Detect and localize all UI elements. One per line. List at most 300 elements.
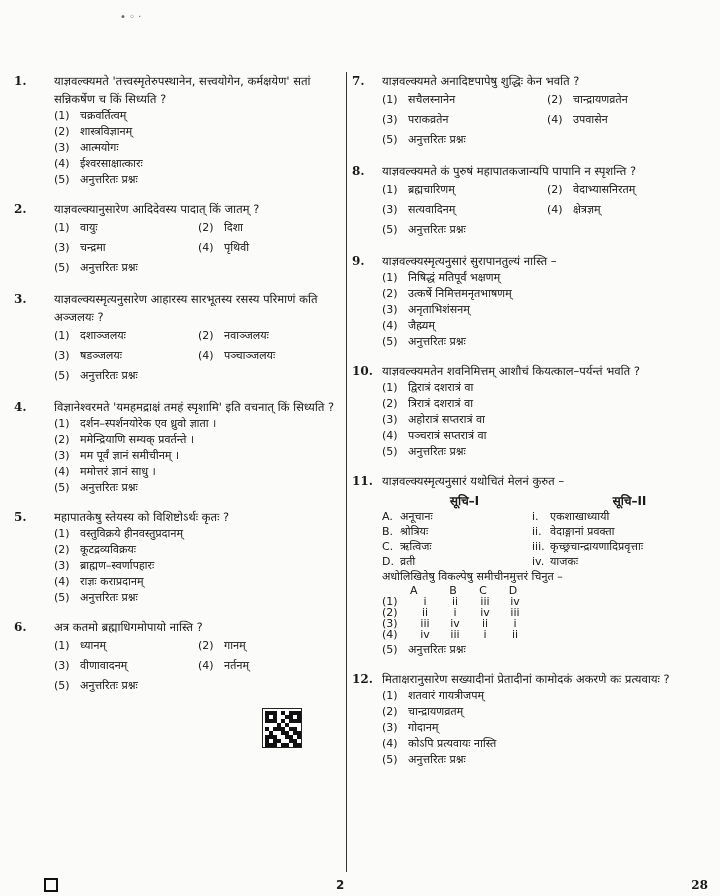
option-number: (4) — [54, 575, 70, 588]
option-item — [54, 416, 342, 432]
option-number: (2) — [54, 433, 70, 446]
option-item — [382, 270, 712, 286]
answer-grid-row — [382, 607, 712, 618]
option-row — [382, 220, 712, 240]
option-text: पृथिवी — [224, 241, 250, 254]
question-block — [14, 398, 342, 496]
option-number: (5) — [382, 643, 398, 656]
question-block — [14, 200, 342, 278]
question-text: याज्ञवल्क्यमतेन शवनिमित्तम् आशौचं कियत्काल–पर्यन्तं भवति ? — [382, 364, 640, 378]
option-item — [54, 636, 198, 656]
options-list — [382, 380, 712, 460]
qr-module — [297, 743, 301, 747]
option-text: ममेन्द्रियाणि सम्यक् प्रवर्तन्ते । — [80, 433, 195, 446]
option-number: (1) — [382, 183, 398, 196]
option-row — [382, 180, 712, 200]
option-text: अनुत्तरितः प्रश्नः — [408, 445, 466, 458]
option-item — [54, 432, 342, 448]
option-text: अनुत्तरितः प्रश्नः — [80, 679, 138, 692]
grid-cell: iii — [480, 595, 490, 608]
option-row — [382, 110, 712, 130]
scan-artifact: • ◦ · — [120, 12, 142, 23]
option-number: (5) — [382, 753, 398, 766]
option-text: अनुत्तरितः प्रश्नः — [80, 369, 138, 382]
question-text: याज्ञवल्क्यमते कं पुरुषं महापातकजान्यपि पापानि न स्पृशन्ति ? — [382, 164, 637, 178]
footer-center-mark: 2 — [336, 878, 345, 892]
qr-code-icon — [262, 708, 302, 748]
option-row — [54, 326, 342, 346]
grid-cell: iv — [510, 595, 520, 608]
option-text: मम पूर्वं ज्ञानं समीचीनम् । — [80, 449, 180, 462]
question-text: याज्ञवल्क्यमते 'तत्त्वस्मृतेरुपस्थानेन, सत्त्वयोगेन, कर्मक्षयेण' सतां सन्निकर्षेण च किं सिध्यति ? — [54, 74, 311, 106]
option-text: वस्तुविक्रये हीनवस्तुप्रदानम् — [80, 527, 184, 540]
question-text: मिताक्षरानुसारेण सख्यादीनां प्रेतादीनां कामोदकं अकरणे कः प्रत्यवायः ? — [382, 672, 670, 686]
qr-module — [297, 735, 301, 739]
option-item — [382, 736, 712, 752]
option-number: (4) — [382, 737, 398, 750]
option-text: त्रिरात्रं दशरात्रं वा — [408, 397, 474, 410]
question-header — [352, 670, 712, 688]
qr-module — [297, 719, 301, 723]
grid-cell: iv — [420, 628, 430, 641]
grid-cell: i — [423, 595, 427, 608]
option-number: (4) — [54, 465, 70, 478]
option-text: दशाञ्जलयः — [80, 329, 126, 342]
list-2-item — [532, 554, 712, 569]
option-number: (1) — [54, 417, 70, 430]
option-text: वीणावादनम् — [80, 659, 128, 672]
option-number: (4) — [198, 241, 214, 254]
option-item — [382, 752, 712, 768]
option-text: उत्कर्षे निमित्तमनृतभाषणम् — [408, 287, 512, 300]
match-row — [382, 554, 712, 569]
option-item — [54, 480, 342, 496]
option-item — [382, 200, 547, 220]
option-number: (2) — [382, 287, 398, 300]
option-number: (4) — [547, 113, 563, 126]
option-text: दिशा — [224, 221, 244, 234]
option-row — [54, 366, 342, 386]
question-number: 7. — [352, 74, 365, 88]
list-1-key: D. — [382, 555, 394, 568]
grid-column-label: B — [449, 584, 457, 597]
option-item — [382, 444, 712, 460]
option-text: अनुत्तरितः प्रश्नः — [80, 481, 138, 494]
list-2-text: वेदाङ्गानां प्रवक्ता — [550, 525, 615, 538]
option-row — [54, 676, 342, 696]
options-list — [54, 526, 342, 606]
question-header — [352, 252, 712, 270]
list-2-heading: सूचि–II — [612, 494, 647, 508]
option-item — [54, 108, 342, 124]
option-item — [382, 412, 712, 428]
option-number: (3) — [54, 449, 70, 462]
qr-module — [273, 743, 277, 747]
option-item — [198, 636, 342, 656]
option-number: (2) — [382, 705, 398, 718]
grid-cell: iii — [450, 628, 460, 641]
option-number: (2) — [54, 543, 70, 556]
option-number: (3) — [382, 721, 398, 734]
list-1-heading: सूचि–I — [449, 494, 480, 508]
option-number: (4) — [547, 203, 563, 216]
option-item — [382, 704, 712, 720]
page-number: 28 — [691, 878, 708, 892]
option-item — [382, 130, 712, 150]
question-number: 10. — [352, 364, 373, 378]
question-header — [352, 362, 712, 380]
option-number: (5) — [382, 445, 398, 458]
option-row — [382, 90, 712, 110]
grid-column-label: C — [479, 584, 487, 597]
option-text: अनुत्तरितः प्रश्नः — [408, 643, 466, 656]
question-block — [14, 72, 342, 188]
option-item — [54, 172, 342, 188]
option-text: क्षेत्रज्ञम् — [573, 203, 601, 216]
question-text: याज्ञवल्क्यमते अनादिष्टपापेषु शुद्धिः केन भवति ? — [382, 74, 580, 88]
list-2-item — [532, 524, 712, 539]
option-text: चान्द्रायणव्रतम् — [408, 705, 464, 718]
option-item — [54, 366, 342, 386]
option-item — [54, 218, 198, 238]
list-1-item — [382, 539, 532, 554]
option-item — [54, 346, 198, 366]
question-number: 11. — [352, 474, 373, 488]
option-item — [382, 642, 712, 658]
list-2-text: याजकः — [550, 555, 579, 568]
question-block — [352, 162, 712, 240]
option-text: उपवासेन — [573, 113, 608, 126]
option-text: गानम् — [224, 639, 246, 652]
list-2-key: iii. — [532, 540, 545, 553]
option-text: ब्राह्मण–स्वर्णापहारः — [80, 559, 155, 572]
option-number: (2) — [198, 221, 214, 234]
grid-cell: iii — [420, 617, 430, 630]
option-number: (4) — [198, 349, 214, 362]
option-number: (5) — [54, 173, 70, 186]
option-item — [382, 334, 712, 350]
question-number: 9. — [352, 254, 365, 268]
option-item — [382, 396, 712, 412]
question-number: 2. — [14, 202, 27, 216]
option-text: वायुः — [80, 221, 98, 234]
answer-grid-row — [382, 596, 712, 607]
option-text: कोऽपि प्रत्यवायः नास्ति — [408, 737, 497, 750]
option-text: सत्यवादिनम् — [408, 203, 456, 216]
question-number: 4. — [14, 400, 27, 414]
options-list — [54, 636, 342, 696]
option-number: (4) — [382, 429, 398, 442]
option-item — [547, 90, 712, 110]
option-number: (1) — [54, 109, 70, 122]
options-list — [382, 180, 712, 240]
option-item — [382, 302, 712, 318]
option-number: (3) — [54, 559, 70, 572]
option-row — [54, 238, 342, 258]
option-number: (1) — [382, 689, 398, 702]
grid-cell: i — [483, 628, 487, 641]
grid-cell: ii — [451, 595, 459, 608]
option-text: सचैलस्नानेन — [408, 93, 456, 106]
question-block — [352, 670, 712, 768]
option-item — [54, 542, 342, 558]
grid-cell: (1) — [382, 595, 398, 608]
option-number: (2) — [198, 329, 214, 342]
question-text: विज्ञानेश्वरमते 'यमहमद्राक्षं तमहं स्पृशामि' इति वचनात् किं सिध्यति ? — [54, 400, 335, 414]
option-number: (1) — [54, 329, 70, 342]
options-list — [382, 270, 712, 350]
left-column — [14, 72, 342, 708]
list-1-text: श्रोत्रियः — [400, 525, 429, 538]
option-number: (2) — [382, 397, 398, 410]
match-row — [382, 539, 712, 554]
option-text: ईश्वरसाक्षात्कारः — [80, 157, 143, 170]
grid-cell: (3) — [382, 617, 398, 630]
option-text: अनुत्तरितः प्रश्नः — [408, 753, 466, 766]
match-row — [382, 524, 712, 539]
option-text: द्विरात्रं दशरात्रं वा — [408, 381, 474, 394]
options-list — [54, 416, 342, 496]
option-text: चन्द्रमा — [80, 241, 106, 254]
option-row — [54, 258, 342, 278]
option-text: अनृताभिशंसनम् — [408, 303, 470, 316]
option-item — [382, 110, 547, 130]
option-row — [382, 130, 712, 150]
option-item — [382, 180, 547, 200]
list-1-item — [382, 509, 532, 524]
option-item — [54, 656, 198, 676]
option-item — [54, 526, 342, 542]
option-text: नवाञ्जलयः — [224, 329, 269, 342]
grid-cell: iv — [450, 617, 460, 630]
list-2-key: ii. — [532, 525, 542, 538]
option-number: (5) — [54, 679, 70, 692]
list-1-text: अनूचानः — [400, 510, 433, 523]
option-text: ममोत्तरं ज्ञानं साधु । — [80, 465, 156, 478]
option-number: (5) — [54, 591, 70, 604]
option-number: (3) — [382, 203, 398, 216]
options-list — [54, 326, 342, 386]
option-item — [54, 590, 342, 606]
option-text: आत्मयोगः — [80, 141, 119, 154]
option-text: कूटद्रव्यविक्रयः — [80, 543, 136, 556]
option-text: षडञ्जलयः — [80, 349, 122, 362]
option-number: (3) — [54, 659, 70, 672]
grid-cell: ii — [421, 606, 429, 619]
option-item — [198, 326, 342, 346]
option-item — [547, 110, 712, 130]
option-text: वेदाभ्यासनिरतम् — [573, 183, 636, 196]
question-header — [352, 72, 712, 90]
grid-cell: iv — [480, 606, 490, 619]
option-item — [382, 90, 547, 110]
list-1-key: A. — [382, 510, 393, 523]
question-header — [352, 162, 712, 180]
option-item — [382, 380, 712, 396]
option-text: पराकव्रतेन — [408, 113, 449, 126]
option-number: (3) — [54, 241, 70, 254]
option-number: (3) — [54, 349, 70, 362]
grid-cell: iii — [510, 606, 520, 619]
option-text: अनुत्तरितः प्रश्नः — [80, 261, 138, 274]
option-number: (1) — [54, 639, 70, 652]
grid-cell: i — [453, 606, 457, 619]
option-number: (3) — [54, 141, 70, 154]
option-number: (3) — [382, 113, 398, 126]
option-item — [54, 448, 342, 464]
instruction-text: अधोलिखितेषु विकल्पेषु समीचीनमुत्तरं चिनुत – — [382, 570, 563, 583]
qr-module — [285, 743, 289, 747]
answer-grid-row — [382, 629, 712, 640]
option-row — [382, 200, 712, 220]
option-item — [198, 218, 342, 238]
option-item — [547, 180, 712, 200]
question-number: 6. — [14, 620, 27, 634]
grid-column-label: A — [410, 584, 418, 597]
option-number: (3) — [382, 303, 398, 316]
option-text: चक्रवर्तित्वम् — [80, 109, 127, 122]
grid-cell: ii — [511, 628, 519, 641]
option-number: (1) — [382, 381, 398, 394]
option-text: शास्त्रविज्ञानम् — [80, 125, 133, 138]
option-item — [547, 200, 712, 220]
list-2-text: कृच्छ्रचान्द्रायणादिप्रवृत्ताः — [550, 540, 644, 553]
question-number: 5. — [14, 510, 27, 524]
question-block — [352, 472, 712, 658]
question-number: 3. — [14, 292, 27, 306]
option-number: (2) — [198, 639, 214, 652]
option-text: नर्तनम् — [224, 659, 250, 672]
list-2-key: iv. — [532, 555, 545, 568]
option-text: निषिद्धं मतिपूर्वं भक्षणम् — [408, 271, 501, 284]
list-1-item — [382, 554, 532, 569]
option-text: पञ्चरात्रं सप्तरात्रं वा — [408, 429, 487, 442]
list-1-text: व्रती — [400, 555, 416, 568]
option-text: चान्द्रायणव्रतेन — [573, 93, 628, 106]
question-header — [14, 508, 342, 526]
option-item — [382, 286, 712, 302]
list-2-key: i. — [532, 510, 539, 523]
option-item — [382, 428, 712, 444]
option-item — [198, 656, 342, 676]
option-text: गोदानम् — [408, 721, 439, 734]
option-text: पञ्चाञ्जलयः — [224, 349, 276, 362]
option-text: अनुत्तरितः प्रश्नः — [80, 591, 138, 604]
option-item — [54, 464, 342, 480]
option-item — [54, 574, 342, 590]
question-header — [14, 200, 342, 218]
registration-mark-icon — [44, 878, 58, 892]
option-item — [54, 258, 342, 278]
list-2-text: एकशाखाध्यायी — [550, 510, 610, 523]
option-item — [54, 124, 342, 140]
option-item — [382, 220, 712, 240]
option-item — [382, 720, 712, 736]
question-text: याज्ञवल्क्यस्मृत्यनुसारं सुरापानतुल्यं नास्ति – — [382, 254, 557, 268]
question-text: महापातकेषु स्तेयस्य को विशिष्टोऽर्थः कृतः ? — [54, 510, 230, 524]
option-number: (5) — [382, 223, 398, 236]
question-text: याज्ञवल्क्यानुसारेण आदिदेवस्य पादात् किं जातम् ? — [54, 202, 260, 216]
option-row — [54, 346, 342, 366]
list-1-text: ऋत्विजः — [400, 540, 432, 553]
option-number: (1) — [54, 221, 70, 234]
option-number: (2) — [54, 125, 70, 138]
grid-cell: ii — [481, 617, 489, 630]
match-list-headers — [382, 492, 712, 509]
question-block — [352, 72, 712, 150]
option-row — [54, 656, 342, 676]
question-number: 1. — [14, 74, 27, 88]
option-item — [382, 318, 712, 334]
option-number: (5) — [54, 481, 70, 494]
option-text: अहोरात्रं सप्तरात्रं वा — [408, 413, 485, 426]
question-number: 8. — [352, 164, 365, 178]
question-number: 12. — [352, 672, 373, 686]
option-number: (2) — [547, 93, 563, 106]
option-text: अनुत्तरितः प्रश्नः — [80, 173, 138, 186]
list-1-key: B. — [382, 525, 394, 538]
option-text: अनुत्तरितः प्रश्नः — [408, 223, 466, 236]
option-text: अनुत्तरितः प्रश्नः — [408, 335, 466, 348]
option-row — [54, 636, 342, 656]
grid-cell: (4) — [382, 628, 398, 641]
option-text: राज्ञः कराप्रदानम् — [80, 575, 144, 588]
option-number: (4) — [382, 319, 398, 332]
question-text: याज्ञवल्क्यस्मृत्यनुसारेण आहारस्य सारभूतस्य रसस्य परिमाणं कति अञ्जलयः ? — [54, 292, 318, 324]
grid-cell: i — [513, 617, 517, 630]
options-list — [382, 688, 712, 768]
option-text: दर्शन–स्पर्शनयोरेक एव ध्रुवो ज्ञाता । — [80, 417, 217, 430]
list-2-item — [532, 509, 712, 524]
question-text: याज्ञवल्क्यस्मृत्यनुसारं यथोचितं मेलनं कुरुत – — [382, 474, 565, 488]
option-item — [54, 676, 342, 696]
question-text: अत्र कतमो ब्रह्माधिगमोपायो नास्ति ? — [54, 620, 203, 634]
option-number: (4) — [198, 659, 214, 672]
options-list — [54, 108, 342, 188]
option-item — [54, 238, 198, 258]
option-item — [54, 558, 342, 574]
question-block — [14, 290, 342, 386]
question-header — [14, 618, 342, 636]
column-divider — [346, 72, 347, 872]
option-text: ब्रह्मचारिणम् — [408, 183, 455, 196]
option-number: (5) — [54, 369, 70, 382]
option-item — [54, 326, 198, 346]
question-block — [14, 618, 342, 696]
option-text: शतवारं गायत्रीजपम् — [408, 689, 485, 702]
grid-cell: (2) — [382, 606, 398, 619]
option-text: जैह्म्यम् — [408, 319, 435, 332]
option-row — [54, 218, 342, 238]
option-number: (3) — [382, 413, 398, 426]
right-column — [352, 72, 712, 780]
options-list — [54, 218, 342, 278]
list-1-item — [382, 524, 532, 539]
option-item — [198, 238, 342, 258]
option-number: (1) — [382, 271, 398, 284]
grid-column-label: D — [508, 584, 518, 597]
option-item — [198, 346, 342, 366]
question-header — [14, 290, 342, 326]
option-number: (4) — [54, 157, 70, 170]
option-text: ध्यानम् — [80, 639, 107, 652]
list-2-item — [532, 539, 712, 554]
option-number: (5) — [382, 335, 398, 348]
question-block — [14, 508, 342, 606]
option-item — [54, 140, 342, 156]
match-row — [382, 509, 712, 524]
option-item — [382, 688, 712, 704]
